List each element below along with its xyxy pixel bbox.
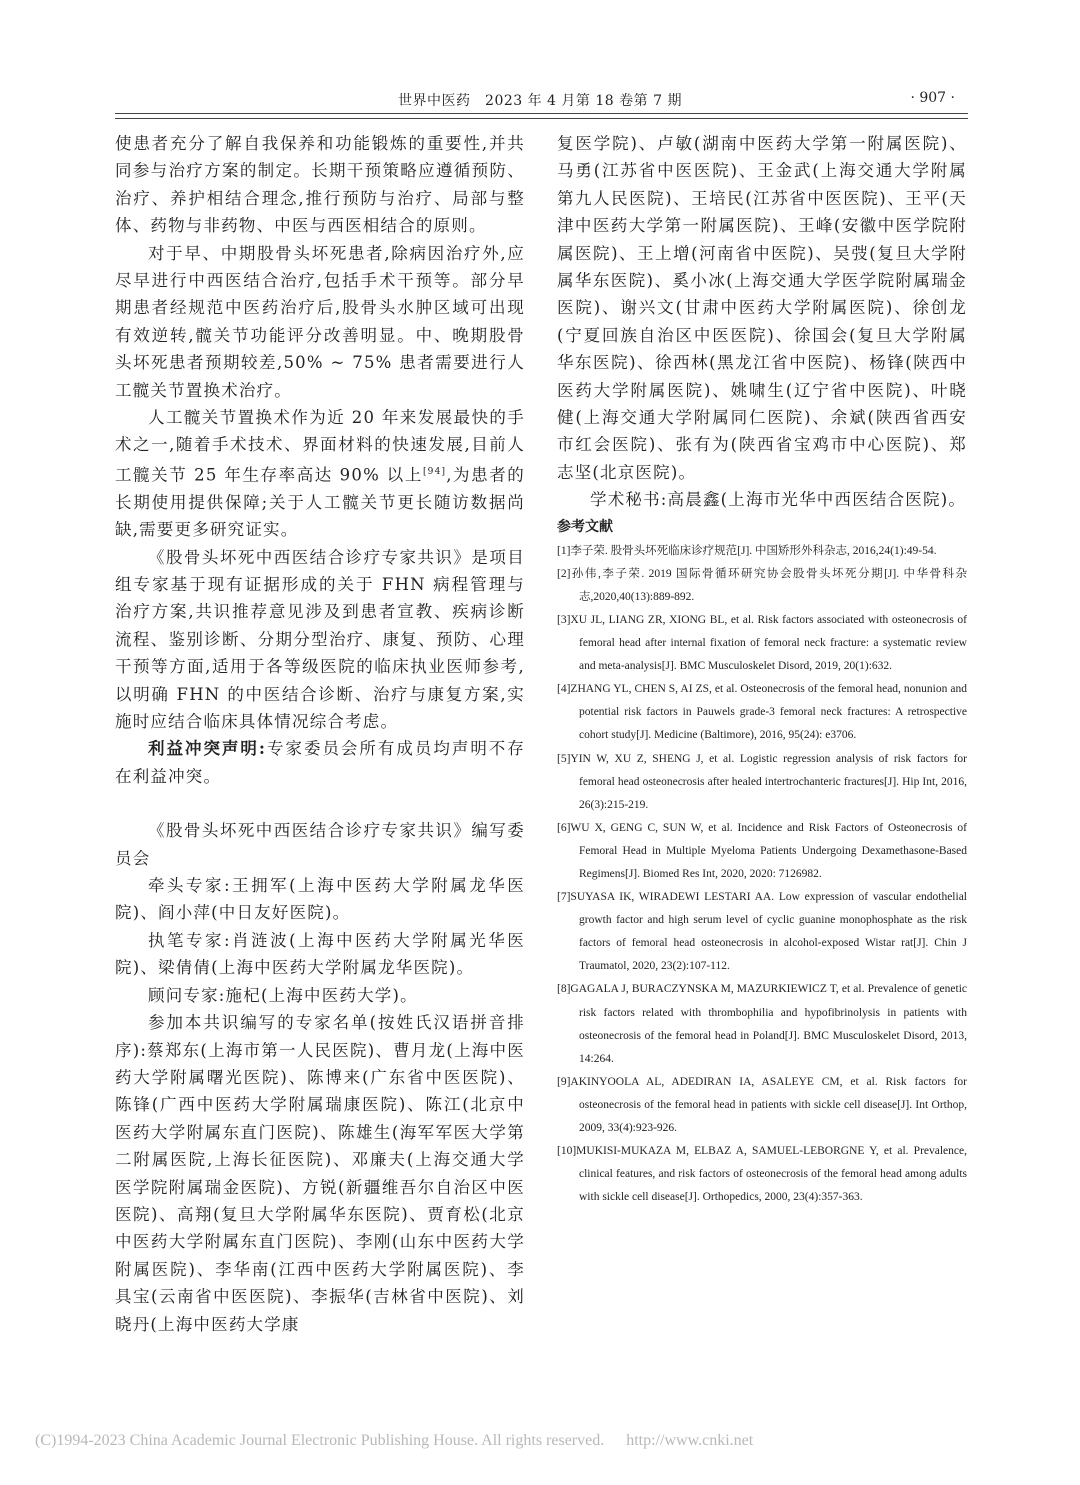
reference-item xyxy=(557,678,967,747)
references-heading: 参考文献 xyxy=(557,518,613,535)
reference-text: 孙伟,李子荣. 2019 国际骨循环研究协会股骨头坏死分期[J]. 中华骨科杂志,2020,40(13):889-892. xyxy=(570,567,967,603)
reference-item xyxy=(557,978,967,1070)
committee-title: 《股骨头坏死中西医结合诊疗专家共识》编写委员会 xyxy=(115,821,525,868)
reference-number: [9] xyxy=(557,1075,571,1088)
reference-item xyxy=(557,1071,967,1140)
reference-item xyxy=(557,540,967,563)
reference-number: [10] xyxy=(557,1145,577,1158)
citation-link[interactable]: [94] xyxy=(422,466,447,477)
reference-list xyxy=(557,540,967,1210)
copyright-footer xyxy=(35,1432,753,1450)
right-column xyxy=(557,130,967,1209)
reference-text: YIN W, XU Z, SHENG J, et al. Logistic regression analysis of risk factors for femoral head osteonecrosis after healed intertrochanteric fractures[J]. Hip Int, 2016, 26(3):215-219. xyxy=(570,752,967,811)
paragraph-long-term-strategy: 使患者充分了解自我保养和功能锻炼的重要性,并共同参与治疗方案的制定。长期干预策略应遵循预防、治疗、养护相结合理念,推行预防与治疗、局部与整体、药物与非药物、中医与西医相结合的原则。 xyxy=(115,134,525,236)
page-number: · 907 · xyxy=(910,90,955,106)
conflict-text: 专家委员会所有成员均声明不存在利益冲突。 xyxy=(115,739,525,786)
reference-text: 李子荣. 股骨头坏死临床诊疗规范[J]. 中国矫形外科杂志, 2016,24(1):49-54. xyxy=(570,544,937,557)
reference-item xyxy=(557,563,967,609)
reference-text: XU JL, LIANG ZR, XIONG BL, et al. Risk factors associated with osteonecrosis of femoral head after internal fixation of femoral neck fracture: a systematic review and meta-analysis[J]. BMC Musculoskelet Disord, 2019, 20(1):632. xyxy=(570,613,967,673)
academic-secretary: 学术秘书:高晨鑫(上海市光华中西医结合医院)。 xyxy=(590,490,967,510)
copyright-text: (C)1994-2023 China Academic Journal Electronic Publishing House. All rights reserved. xyxy=(35,1432,605,1449)
reference-text: GAGALA J, BURACZYNSKA M, MAZURKIEWICZ T, et al. Prevalence of genetic risk factors related with thrombophilia and hypofibrinolysis in patients with osteonecrosis of the femoral head in Poland[J]. BMC Musculoskelet Disord, 2013, 14:264. xyxy=(570,983,967,1065)
reference-number: [6] xyxy=(557,821,571,834)
paragraph-hip-replacement xyxy=(115,404,525,544)
left-column xyxy=(115,130,525,1338)
conflict-label: 利益冲突声明: xyxy=(148,739,267,759)
reference-item xyxy=(557,886,967,978)
reference-text: MUKISI-MUKAZA M, ELBAZ A, SAMUEL-LEBORGNE Y, et al. Prevalence, clinical features, and risk factors of osteonecrosis of the femoral head among adults with sickle cell disease[J]. Orthopedics, 2000, 23(4):357-363. xyxy=(576,1145,967,1204)
reference-text: WU X, GENG C, SUN W, et al. Incidence and Risk Factors of Osteonecrosis of Femoral Head in Multiple Myeloma Patients Undergoing Dexamethasone-Based Regimens[J]. Biomed Res Int, 2020, 2020: 7126982. xyxy=(570,821,967,880)
reference-number: [2] xyxy=(557,567,571,580)
participant-list: 参加本共识编写的专家名单(按姓氏汉语拼音排序):蔡郑东(上海市第一人民医院)、曹月龙(上海中医药大学附属曙光医院)、陈博来(广东省中医医院)、陈锋(广西中医药大学附属瑞康医院)、陈江(北京中医药大学附属东直门医院)、陈雄生(海军军医大学第二附属医院,上海长征医院)、邓廉夫(上海交通大学医学院附属瑞金医院)、方锐(新疆维吾尔自治区中医医院)、高翔(复旦大学附属华东医院)、贾育松(北京中医药大学附属东直门医院)、李刚(山东中医药大学附属医院)、李华南(江西中医药大学附属医院)、李具宝(云南省中医医院)、李振华(吉林省中医院)、刘晓丹(上海中医药大学康 xyxy=(115,1013,525,1334)
running-header xyxy=(115,88,965,110)
header-double-rule xyxy=(115,113,968,119)
reference-item xyxy=(557,817,967,886)
reference-text: ZHANG YL, CHEN S, AI ZS, et al. Osteonecrosis of the femoral head, nonunion and potential risk factors in Pauwels grade-3 femoral neck fractures: A retrospective cohort study[J]. Medicine (Baltimore), 2016, 95(24): e3706. xyxy=(570,683,967,742)
spacer xyxy=(115,790,525,817)
reference-item xyxy=(557,748,967,817)
paragraph-consensus-summary: 《股骨头坏死中西医结合诊疗专家共识》是项目组专家基于现有证据形成的关于 FHN 病程管理与治疗方案,共识推荐意见涉及到患者宣教、疾病诊断流程、鉴别诊断、分期分型治疗、康复、预防、心理干预等方面,适用于各等级医院的临床执业医师参考,以明确 FHN 的中医结合诊断、治疗与康复方案,实施时应结合临床具体情况综合考虑。 xyxy=(115,547,525,732)
reference-number: [4] xyxy=(557,683,571,696)
cnki-link[interactable]: http://www.cnki.net xyxy=(626,1432,754,1449)
paragraph-text: ,为患者的长期使用提供保障;关于人工髋关节更长随访数据尚缺,需要更多研究证实。 xyxy=(115,465,525,540)
participant-list-continued: 复医学院)、卢敏(湖南中医药大学第一附属医院)、马勇(江苏省中医医院)、王金武(上海交通大学附属第九人民医院)、王培民(江苏省中医医院)、王平(天津中医药大学第一附属医院)、王峰(安徽中医学院附属医院)、王上增(河南省中医院)、吴弢(复旦大学附属华东医院)、奚小冰(上海交通大学医学院附属瑞金医院)、谢兴文(甘肃中医药大学附属医院)、徐创龙(宁夏回族自治区中医医院)、徐国会(复旦大学附属华东医院)、徐西林(黑龙江省中医院)、杨锋(陕西中医药大学附属医院)、姚啸生(辽宁省中医院)、叶晓健(上海交通大学附属同仁医院)、余斌(陕西省西安市红会医院)、张有为(陕西省宝鸡市中心医院)、郑志坚(北京医院)。 xyxy=(557,134,967,482)
lead-experts: 牵头专家:王拥军(上海中医药大学附属龙华医院)、阎小萍(中日友好医院)。 xyxy=(115,876,525,923)
reference-text: AKINYOOLA AL, ADEDIRAN IA, ASALEYE CM, et al. Risk factors for osteonecrosis of the femoral head in patients with sickle cell disease[J]. Int Orthop, 2009, 33(4):923-926. xyxy=(570,1075,967,1135)
writing-experts: 执笔专家:肖涟波(上海中医药大学附属光华医院)、梁倩倩(上海中医药大学附属龙华医院)。 xyxy=(115,930,525,978)
advisor-expert: 顾问专家:施杞(上海中医药大学)。 xyxy=(148,985,418,1005)
reference-text: SUYASA IK, WIRADEWI LESTARI AA. Low expression of vascular endothelial growth factor and high serum level of cyclic guanine monophosphate as the risk factors of femoral head osteonecrosis in alcohol-exposed Wistar rat[J]. Chin J Traumatol, 2020, 23(2):107-112. xyxy=(570,891,967,973)
journal-issue: 世界中医药 2023 年 4 月第 18 卷第 7 期 xyxy=(398,93,682,109)
conflict-of-interest xyxy=(115,735,525,790)
reference-number: [3] xyxy=(557,613,571,626)
paragraph-early-mid-stage: 对于早、中期股骨头坏死患者,除病因治疗外,应尽早进行中西医结合治疗,包括手术干预等。部分早期患者经规范中医药治疗后,股骨头水肿区域可出现有效逆转,髋关节功能评分改善明显。中、晚期股骨头坏死患者预期较差,50% ~ 75% 患者需要进行人工髋关节置换术治疗。 xyxy=(115,243,525,400)
reference-item xyxy=(557,1140,967,1209)
reference-number: [1] xyxy=(557,544,571,557)
reference-number: [8] xyxy=(557,983,571,996)
reference-item xyxy=(557,609,967,678)
paragraph-text: 人工髋关节置换术作为近 20 年来发展最快的手术之一,随着手术技术、界面材料的快速发展,目前人工髋关节 25 年生存率高达 90% 以上 xyxy=(115,408,525,485)
reference-number: [7] xyxy=(557,891,571,904)
reference-number: [5] xyxy=(557,752,571,765)
